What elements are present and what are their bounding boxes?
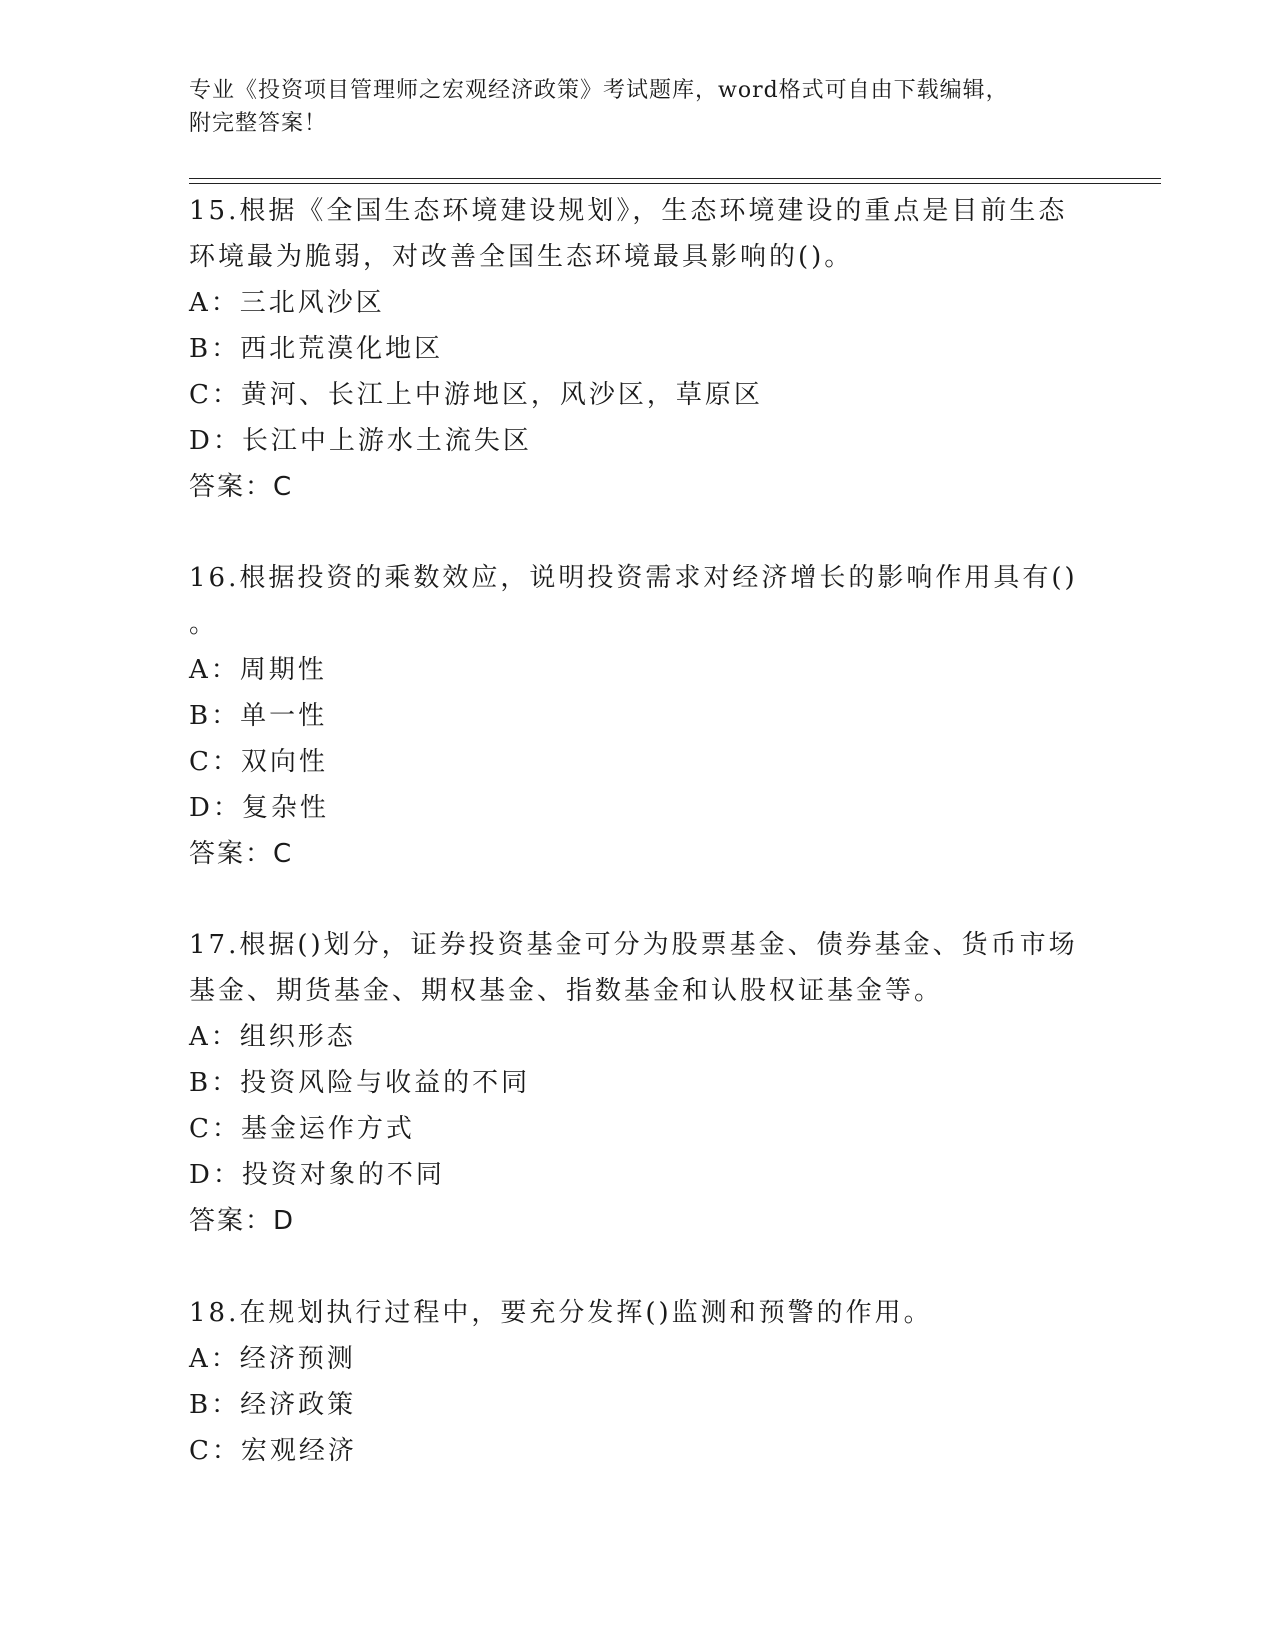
header-line-2: 附完整答案！ — [189, 111, 328, 136]
question-stem-line: 基金、期货基金、期权基金、指数基金和认股权证基金等。 — [189, 976, 944, 1006]
answer-line: 答案：C — [189, 839, 294, 869]
option-a: A：经济预测 — [189, 1344, 356, 1374]
question-18 — [189, 1290, 1089, 1474]
question-stem-line: 环境最为脆弱，对改善全国生态环境最具影响的()。 — [189, 242, 854, 272]
option-b: B：单一性 — [189, 701, 328, 731]
option-a: A：周期性 — [189, 655, 327, 685]
header-divider-top — [189, 178, 1161, 179]
option-c: C：黄河、长江上中游地区，风沙区，草原区 — [189, 380, 763, 410]
answer-line: 答案：C — [189, 472, 294, 502]
option-a: A：三北风沙区 — [189, 288, 385, 318]
question-15 — [189, 188, 1089, 510]
option-c: C：双向性 — [189, 747, 328, 777]
option-b: B：经济政策 — [189, 1390, 357, 1420]
document-header — [189, 74, 1089, 140]
answer-line: 答案：D — [189, 1206, 296, 1236]
question-stem-line: 17.根据()划分，证券投资基金可分为股票基金、债券基金、货币市场 — [189, 930, 1078, 960]
option-c: C：宏观经济 — [189, 1436, 357, 1466]
question-stem-line: 18.在规划执行过程中，要充分发挥()监测和预警的作用。 — [189, 1298, 933, 1328]
option-b: B：西北荒漠化地区 — [189, 334, 444, 364]
header-divider-bottom — [189, 183, 1161, 184]
option-d: D：长江中上游水土流失区 — [189, 426, 532, 456]
header-line-1: 专业《投资项目管理师之宏观经济政策》考试题库，word格式可自由下载编辑， — [189, 78, 1009, 103]
option-c: C：基金运作方式 — [189, 1114, 415, 1144]
option-b: B：投资风险与收益的不同 — [189, 1068, 531, 1098]
question-stem-line: 16.根据投资的乘数效应，说明投资需求对经济增长的影响作用具有() — [189, 563, 1078, 593]
question-stem-line: 15.根据《全国生态环境建设规划》，生态环境建设的重点是目前生态 — [189, 196, 1068, 226]
option-d: D：投资对象的不同 — [189, 1160, 445, 1190]
option-a: A：组织形态 — [189, 1022, 356, 1052]
option-d: D：复杂性 — [189, 793, 329, 823]
question-16 — [189, 555, 1089, 877]
question-stem-line: 。 — [189, 609, 219, 639]
question-17 — [189, 922, 1089, 1244]
